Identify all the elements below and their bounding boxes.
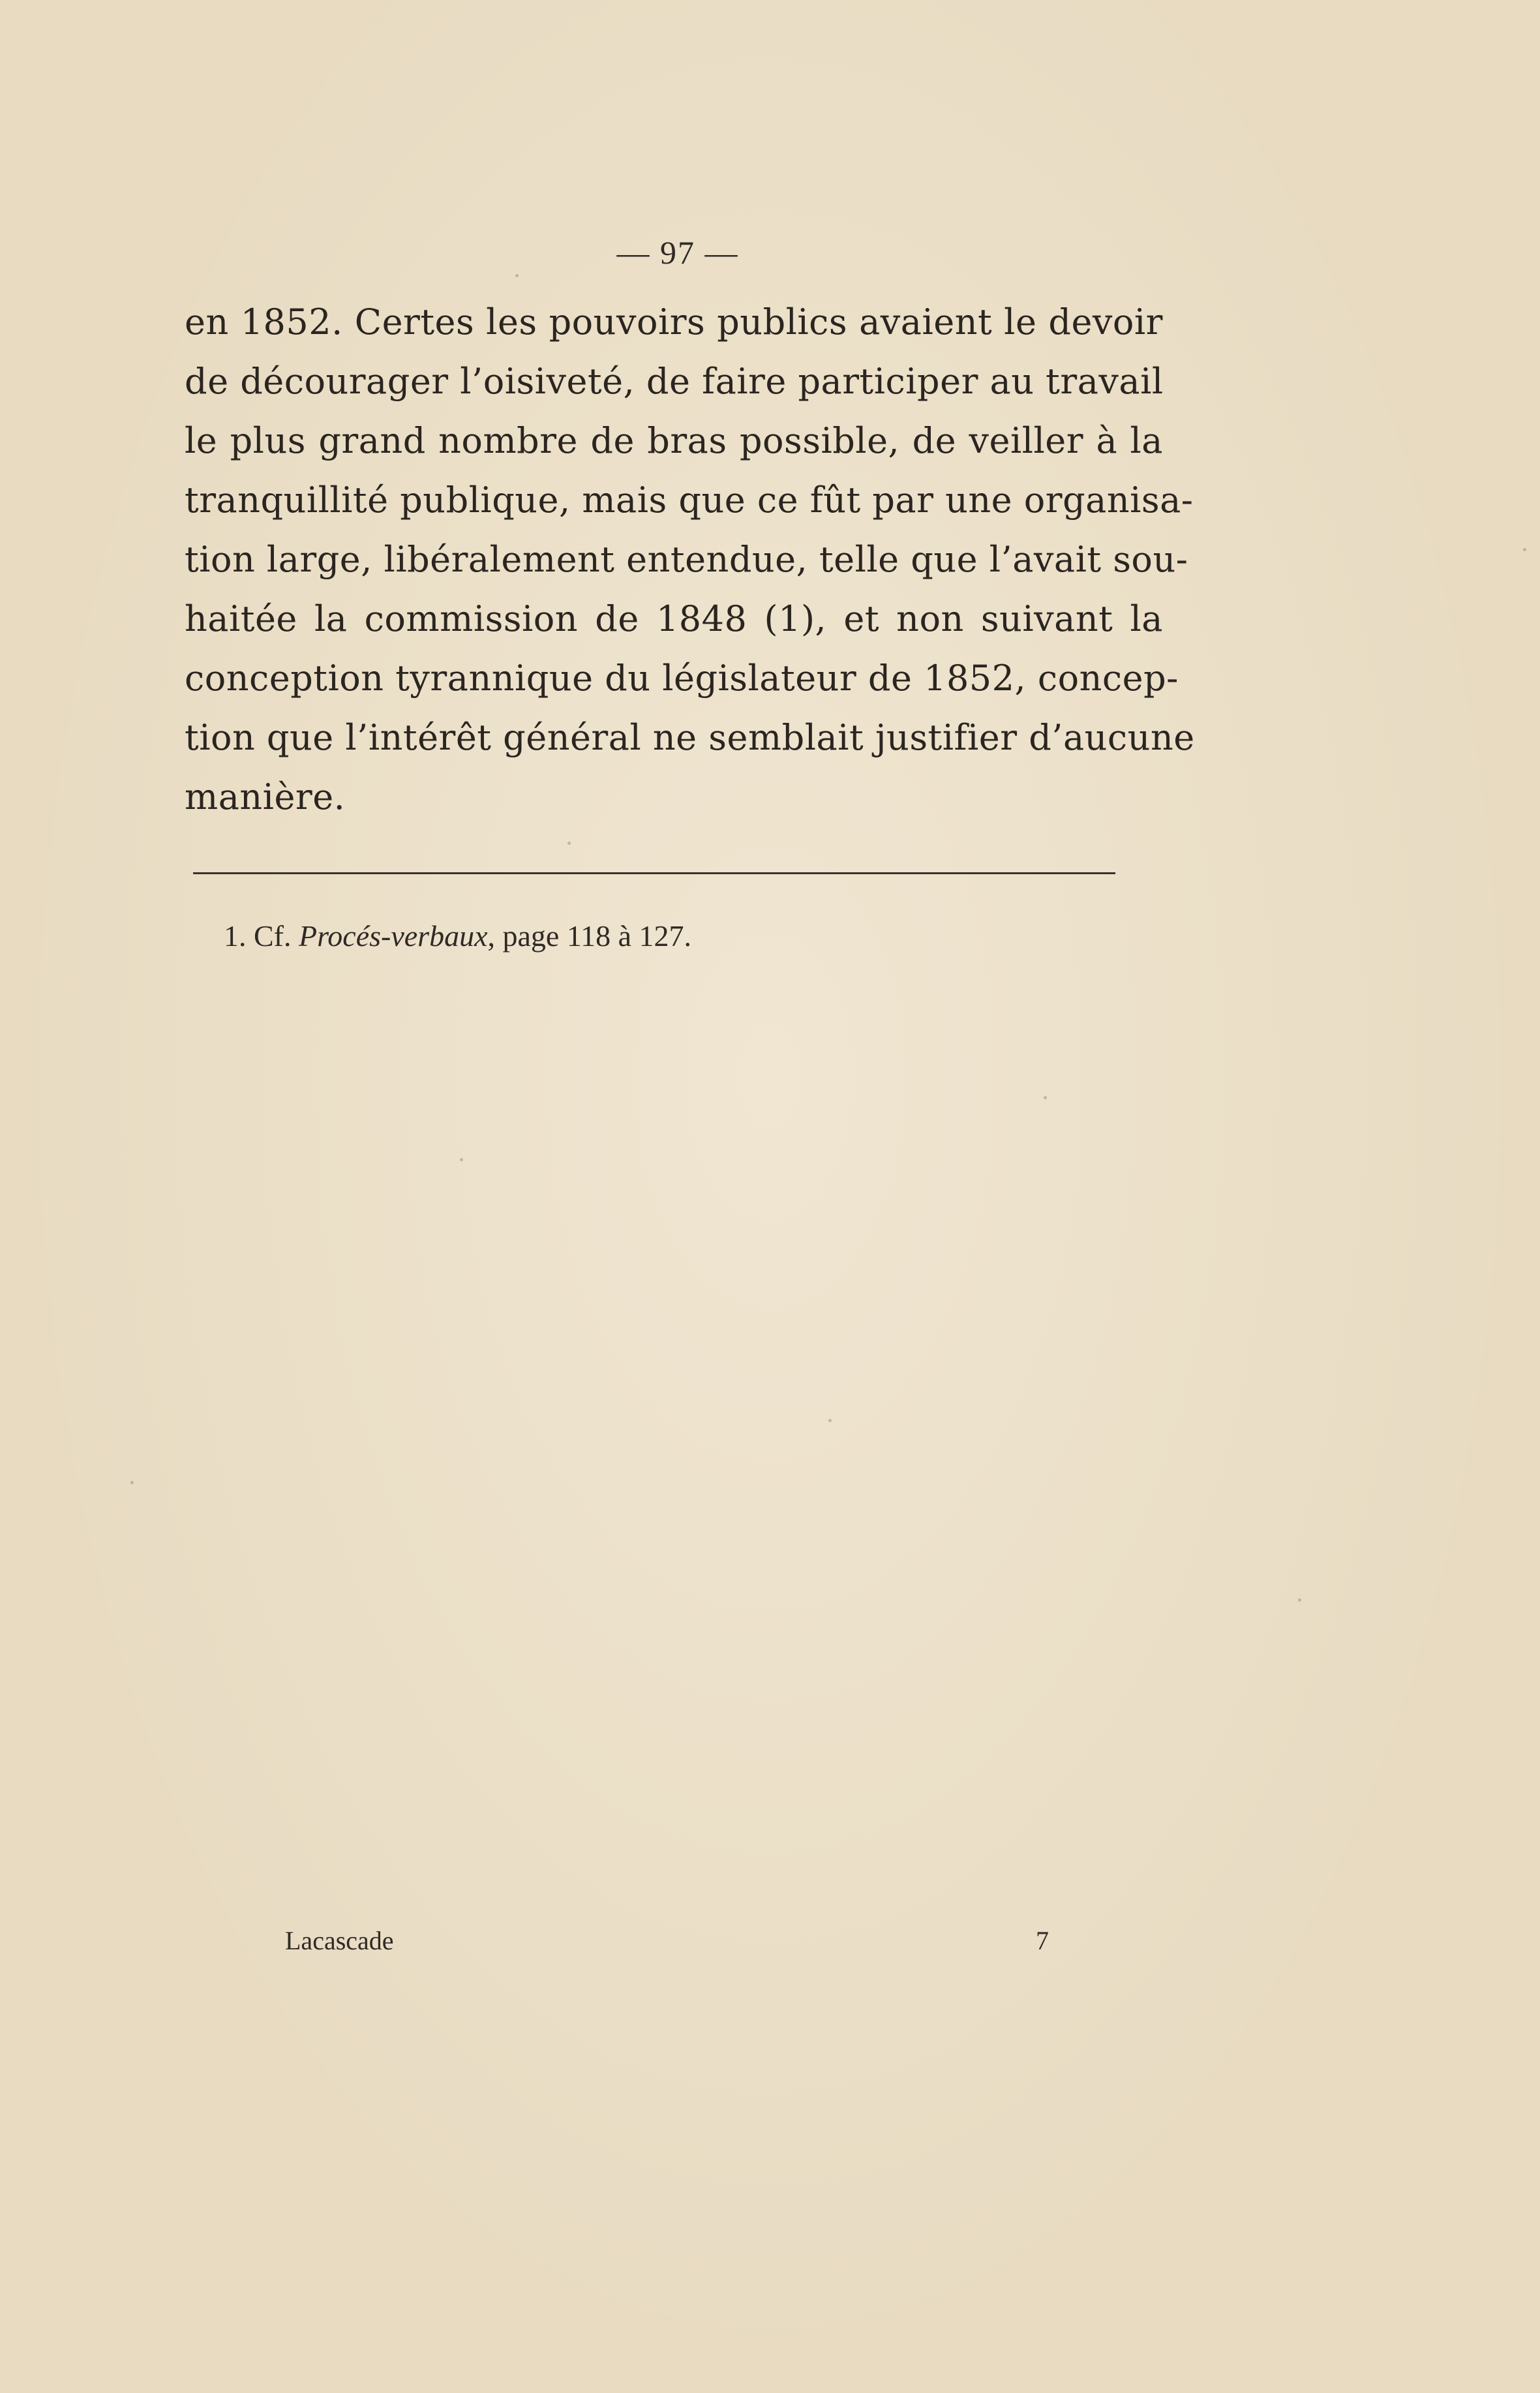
body-line: tion que l’intérêt général ne semblait justifier d’aucune bbox=[185, 717, 1195, 758]
paper-speck bbox=[567, 842, 571, 845]
footnote-title: Procés-verbaux bbox=[299, 919, 488, 953]
footnote-marker: 1. Cf. bbox=[224, 919, 299, 953]
footnote bbox=[224, 919, 691, 953]
signature-author: Lacascade bbox=[285, 1926, 394, 1955]
paper-speck bbox=[130, 1481, 134, 1484]
body-line: tion large, libéralement entendue, telle que l’avait sou- bbox=[185, 539, 1188, 580]
paper-speck bbox=[828, 1419, 832, 1422]
paper-speck bbox=[1298, 1598, 1301, 1602]
footnote-divider bbox=[193, 872, 1115, 874]
body-line: en 1852. Certes les pouvoirs publics avaient le devoir bbox=[185, 301, 1163, 343]
page-number: — 97 — bbox=[616, 234, 739, 271]
body-paragraph bbox=[185, 292, 1195, 827]
body-line: haitée la commission de 1848 (1), et non suivant la bbox=[185, 598, 1163, 639]
paper-speck bbox=[1044, 1096, 1047, 1099]
footnote-reference: , page 118 à 127. bbox=[487, 919, 692, 953]
body-line: de décourager l’oisiveté, de faire participer au travail bbox=[185, 361, 1164, 402]
paper-speck bbox=[515, 274, 519, 277]
body-line: manière. bbox=[185, 776, 346, 817]
body-line: tranquillité publique, mais que ce fût par une organisa- bbox=[185, 480, 1194, 521]
paper-speck bbox=[1523, 548, 1526, 551]
body-line: conception tyrannique du législateur de 1852, concep- bbox=[185, 658, 1179, 699]
signature-sheet-number: 7 bbox=[1036, 1926, 1049, 1955]
body-line: le plus grand nombre de bras possible, de veiller à la bbox=[185, 420, 1163, 461]
paper-speck bbox=[460, 1158, 463, 1161]
